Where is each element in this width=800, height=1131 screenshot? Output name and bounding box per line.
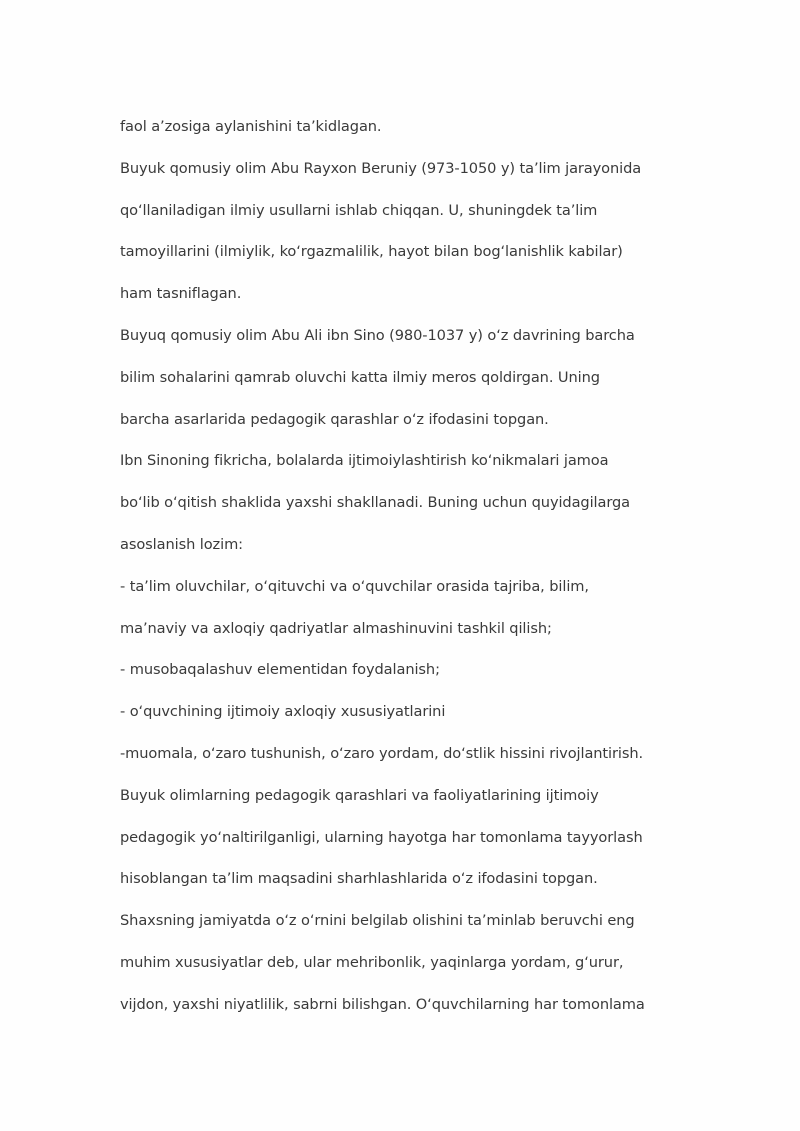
- text-line: Ibn Sinoning fikricha, bolalarda ijtimoiylashtirish ko‘nikmalari jamoa: [120, 452, 609, 470]
- text-line: bo‘lib o‘qitish shaklida yaxshi shakllanadi. Buning uchun quyidagilarga: [120, 494, 631, 512]
- text-line: faol a’zosiga aylanishini ta’kidlagan.: [120, 118, 382, 135]
- text-line: - o‘quvchining ijtimoiy axloqiy xususiyatlarini: [120, 703, 446, 721]
- text-line: hisoblangan ta’lim maqsadini sharhlashlarida o‘z ifodasini topgan.: [120, 870, 598, 888]
- text-line: muhim xususiyatlar deb, ular mehribonlik, yaqinlarga yordam, g‘urur,: [120, 953, 624, 971]
- text-line: - ta’lim oluvchilar, o‘qituvchi va o‘quvchilar orasida tajriba, bilim,: [120, 577, 589, 595]
- text-line: Buyuq qomusiy olim Abu Ali ibn Sino (980-1037 y) o‘z davrining barcha: [120, 326, 635, 344]
- text-line: - musobaqalashuv elementidan foydalanish;: [120, 661, 440, 679]
- text-line: Shaxsning jamiyatda o‘z o‘rnini belgilab olishini ta’minlab beruvchi eng: [120, 912, 635, 930]
- text-line: qo‘llaniladigan ilmiy usullarni ishlab chiqqan. U, shuningdek ta’lim: [120, 201, 598, 219]
- text-line: vijdon, yaxshi niyatlilik, sabrni bilishgan. O‘quvchilarning har tomonlama: [120, 995, 645, 1013]
- text-line: -muomala, o‘zaro tushunish, o‘zaro yordam, do‘stlik hissini rivojlantirish.: [120, 744, 644, 762]
- text-line: ham tasniflagan.: [120, 285, 242, 303]
- text-line: pedagogik yo‘naltirilganligi, ularning hayotga har tomonlama tayyorlash: [120, 828, 643, 846]
- text-line: Buyuk olimlarning pedagogik qarashlari va faoliyatlarining ijtimoiy: [120, 786, 599, 804]
- text-line: bilim sohalarini qamrab oluvchi katta ilmiy meros qoldirgan. Uning: [120, 368, 600, 386]
- text-line: asoslanish lozim:: [120, 535, 244, 553]
- text-line: tamoyillarini (ilmiylik, ko‘rgazmalilik, hayot bilan bog‘lanishlik kabilar): [120, 243, 623, 261]
- text-line: ma’naviy va axloqiy qadriyatlar almashinuvini tashkil qilish;: [120, 619, 552, 637]
- text-line: Buyuk qomusiy olim Abu Rayxon Beruniy (973-1050 y) ta’lim jarayonida: [120, 159, 642, 177]
- body-text: [120, 112, 680, 1032]
- text-line: barcha asarlarida pedagogik qarashlar o‘z ifodasini topgan.: [120, 410, 549, 428]
